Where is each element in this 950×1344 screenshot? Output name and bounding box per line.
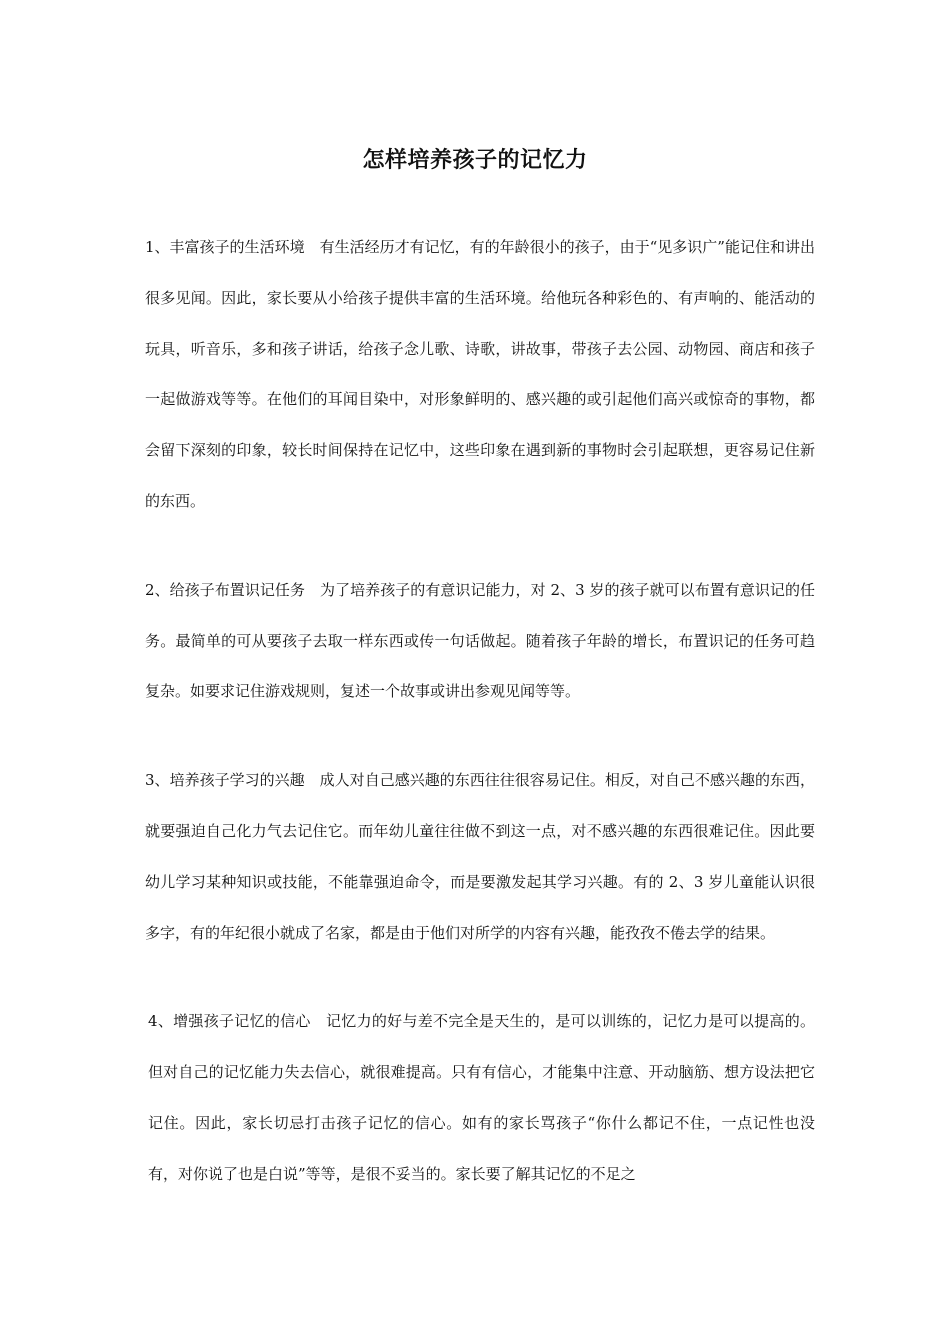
paragraph-3: 3、培养孩子学习的兴趣 成人对自己感兴趣的东西往往很容易记住。相反，对自己不感兴趣的东西，就要强迫自己化力气去记住它。而年幼儿童往往做不到这一点，对不感兴趣的东西很难记住。因此要幼儿学习某种知识或技能，不能靠强迫命令，而是要激发起其学习兴趣。有的 2、3 岁儿童能认识很多字，有的年纪很小就成了名家，都是由于他们对所学的内容有兴趣，能孜孜不倦去学的结果。: [145, 771, 815, 942]
paragraph-1: 1、丰富孩子的生活环境 有生活经历才有记忆，有的年龄很小的孩子，由于“见多识广”能记住和讲出很多见闻。因此，家长要从小给孩子提供丰富的生活环境。给他玩各种彩色的、有声响的、能活动的玩具，听音乐，多和孩子讲话，给孩子念儿歌、诗歌，讲故事，带孩子去公园、动物园、商店和孩子一起做游戏等等。在他们的耳闻目染中，对形象鲜明的、感兴趣的或引起他们高兴或惊奇的事物，都会留下深刻的印象，较长时间保持在记忆中，这些印象在遇到新的事物时会引起联想，更容易记住新的东西。: [145, 238, 815, 510]
document-title: 怎样培养孩子的记忆力: [362, 148, 588, 173]
paragraph-4: 4、增强孩子记忆的信心 记忆力的好与差不完全是天生的，是可以训练的，记忆力是可以提高的。但对自己的记忆能力失去信心，就很难提高。只有有信心，才能集中注意、开动脑筋、想方设法把它记住。因此，家长切忌打击孩子记忆的信心。如有的家长骂孩子“你什么都记不住，一点记性也没有，对你说了也是白说”等等，是很不妥当的。家长要了解其记忆的不足之: [148, 1012, 815, 1183]
document-body: [145, 222, 815, 1200]
paragraph-2: 2、给孩子布置识记任务 为了培养孩子的有意识记能力，对 2、3 岁的孩子就可以布置有意识记的任务。最简单的可从要孩子去取一样东西或传一句话做起。随着孩子年龄的增长，布置识记的任务可趋复杂。如要求记住游戏规则，复述一个故事或讲出参观见闻等等。: [145, 580, 815, 701]
